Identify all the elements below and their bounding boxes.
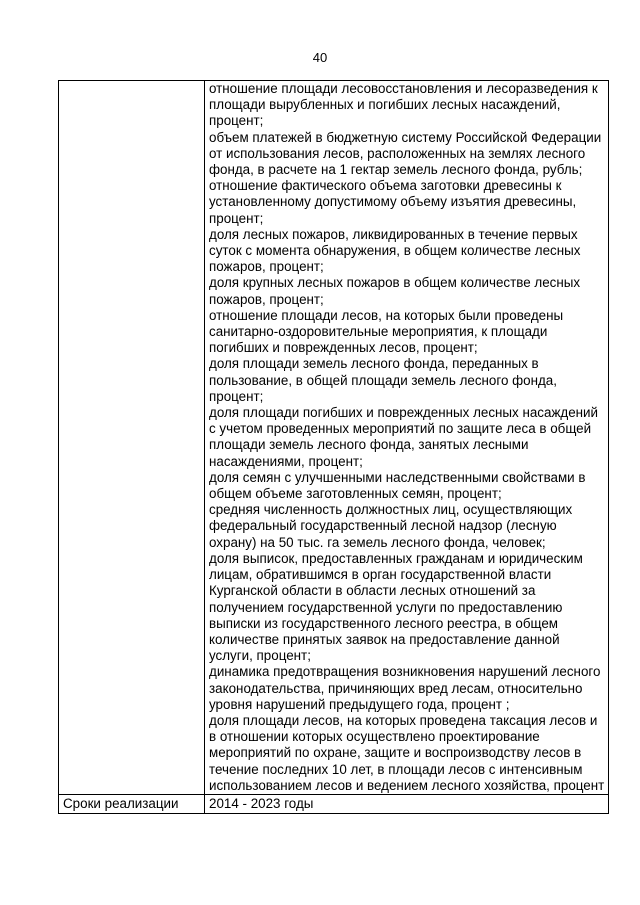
indicator-item: отношение площади лесов, на которых были проведены санитарно-оздоровительные мероприятия, к площади погибших и поврежденных лесов, процент; (209, 307, 564, 356)
indicator-item: доля крупных лесных пожаров в общем количестве лесных пожаров, процент; (209, 275, 581, 307)
indicator-item: доля выписок, предоставленных гражданам и юридическим лицам, обратившимся в орган государственной власти Курганской области в области лесных отношений за получением государственной услуги по предоставлению выписки из государственного лесного реестра, в общем количестве принятых заявок на предоставление данной услуги, процент; (209, 550, 583, 664)
indicator-item: доля площади лесов, на которых проведена таксация лесов и в отношении которых осуществлено проектирование мероприятий по охране, защите и воспроизводству лесов в течение последних 10 лет, в площади лесов с интенсивным использованием лесов и ведением лесного хозяйства, процент (209, 712, 605, 793)
page-number: 40 (312, 50, 328, 65)
indicator-item: отношение площади лесовосстановления и лесоразведения к площади вырубленных и погибших лесных насаждений, процент; (209, 81, 598, 129)
indicator-item: отношение фактического объема заготовки древесины к установленному допустимому объему изъятия древесины, процент; (209, 178, 577, 226)
indicator-item: доля площади земель лесного фонда, переданных в пользование, в общей площади земель лесного фонда, процент; (209, 356, 557, 404)
indicator-item: доля семян с улучшенными наследственными свойствами в общем объеме заготовленных семян, процент; (209, 469, 586, 502)
row-label-cell (59, 81, 205, 795)
indicator-item: средняя численность должностных лиц, осуществляющих федеральный государственный лесной надзор (лесную охрану) на 50 тыс. га земель лесного фонда, человек; (209, 502, 573, 550)
indicator-item: доля лесных пожаров, ликвидированных в течение первых суток с момента обнаружения, в общем количестве лесных пожаров, процент; (209, 226, 581, 275)
indicator-item: динамика предотвращения возникновения нарушений лесного законодательства, причиняющих вред лесам, относительно уровня нарушений предыдущего года, процент ; (209, 664, 601, 712)
indicators-cell (205, 81, 609, 795)
indicator-item: доля площади погибших и поврежденных лесных насаждений с учетом проведенных мероприятий по защите леса в общей площади земель лесного фонда, занятых лесными насаждениями, процент; (209, 405, 599, 469)
implementation-period-label: Сроки реализации (59, 794, 205, 813)
program-passport-table (58, 80, 609, 814)
table-row (59, 794, 609, 813)
indicator-item: объем платежей в бюджетную систему Российской Федерации от использования лесов, расположенных на землях лесного фонда, в расчете на 1 гектар земель лесного фонда, рубль; (209, 129, 602, 178)
implementation-period-value: 2014 - 2023 годы (205, 794, 609, 813)
table-row (59, 81, 609, 795)
